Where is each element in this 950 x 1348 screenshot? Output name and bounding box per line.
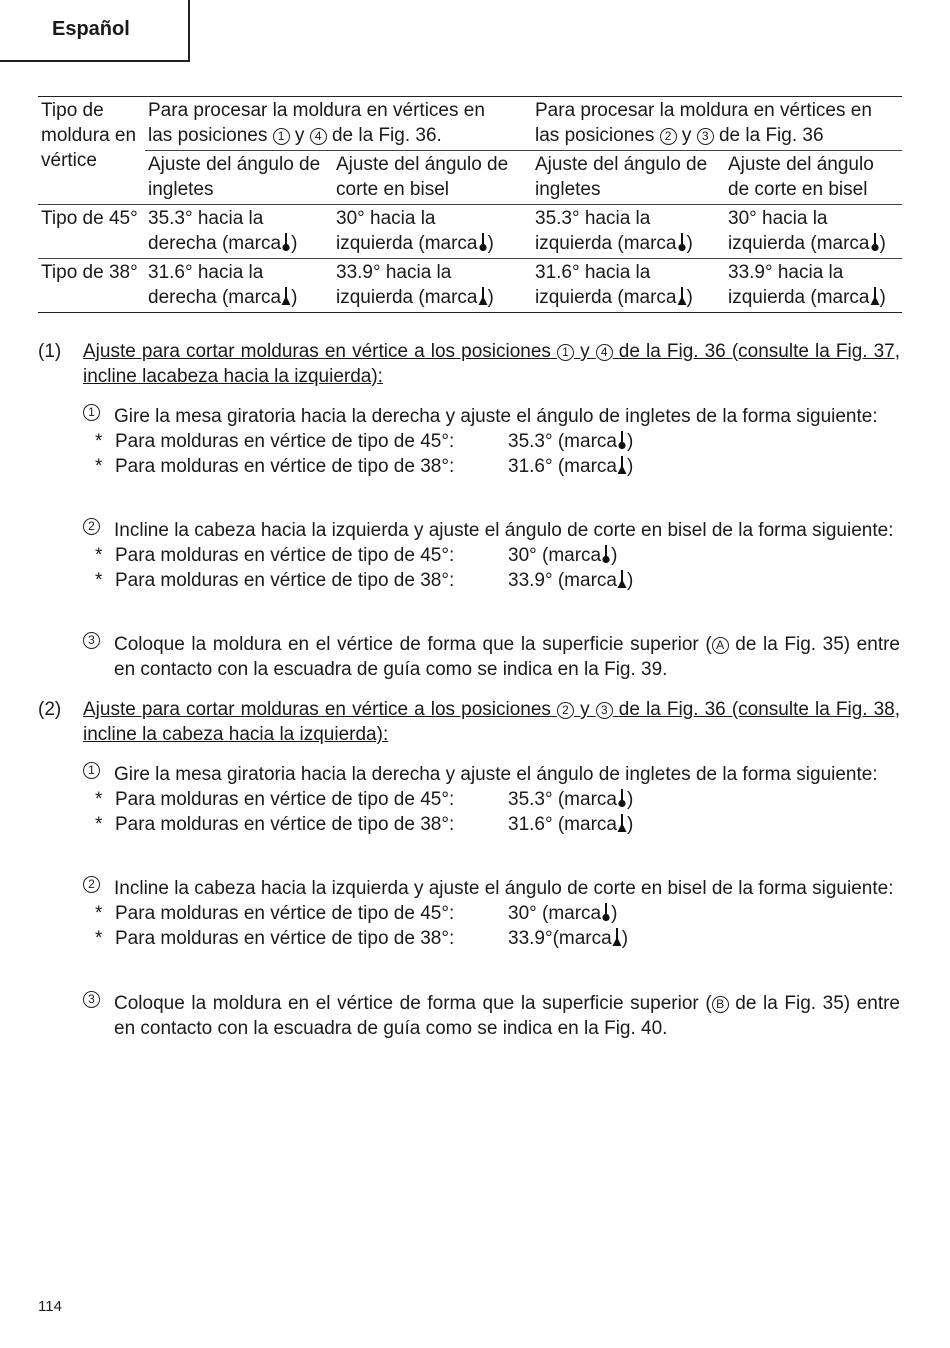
- section-2-heading: (2) Ajuste para cortar molduras en vértice a los posiciones 2 y 3 de la Fig. 36 (consulte la Fig. 38, incline la cabeza hacia la izquierda):: [38, 699, 901, 745]
- table-cell: 31.6° hacia la derecha (marca ): [145, 259, 333, 313]
- mark-45-icon: [478, 232, 488, 252]
- circled-1-icon: 1: [83, 762, 100, 779]
- circled-2-icon: 2: [83, 518, 100, 535]
- mark-45-icon: [870, 232, 880, 252]
- table-cell: 33.9° hacia la izquierda (marca ): [725, 259, 902, 313]
- circled-1-icon: 1: [273, 128, 290, 145]
- subheader-bevel-1: Ajuste del ángulo de corte en bisel: [333, 151, 532, 205]
- mark-38-icon: [677, 286, 687, 306]
- table-cell: 33.9° hacia la izquierda (marca ): [333, 259, 532, 313]
- list-item: * Para molduras en vértice de tipo de 38°: 33.9°(marca ): [95, 928, 629, 949]
- list-item: * Para molduras en vértice de tipo de 38°: 31.6° (marca ): [95, 814, 634, 835]
- subheader-bevel-2: Ajuste del ángulo de corte en bisel: [725, 151, 902, 205]
- list-item: * Para molduras en vértice de tipo de 45°: 30° (marca ): [95, 545, 618, 566]
- mark-38-icon: [617, 813, 627, 833]
- table-cell: 31.6° hacia la izquierda (marca ): [532, 259, 725, 313]
- mark-45-icon: [617, 788, 627, 808]
- mark-38-icon: [281, 286, 291, 306]
- table-cell: 35.3° hacia la izquierda (marca ): [532, 205, 725, 259]
- circled-3-icon: 3: [83, 632, 100, 649]
- circled-3-icon: 3: [596, 702, 613, 719]
- circled-3-icon: 3: [83, 991, 100, 1008]
- circled-b-icon: B: [712, 996, 729, 1013]
- table-row: [38, 205, 902, 259]
- table-cell: 30° hacia la izquierda (marca ): [725, 205, 902, 259]
- list-item: * Para molduras en vértice de tipo de 38°: 33.9° (marca ): [95, 570, 634, 591]
- language-label: Español: [52, 18, 130, 40]
- mark-45-icon: [281, 232, 291, 252]
- circled-2-icon: 2: [557, 702, 574, 719]
- circled-4-icon: 4: [310, 128, 327, 145]
- circled-2-icon: 2: [83, 876, 100, 893]
- section-2-step-1: 1 Gire la mesa giratoria hacia la derecha y ajuste el ángulo de ingletes de la forma siguiente: * Para molduras en vértice de tipo de 45°: 35.3° (marca ) * Para molduras en vértice de tipo de 38°: 31.6° (marca ): [83, 762, 900, 837]
- mark-38-icon: [612, 927, 622, 947]
- circled-2-icon: 2: [660, 128, 677, 145]
- subheader-miter-2: Ajuste del ángulo de ingletes: [532, 151, 725, 205]
- table-cell: 30° hacia la izquierda (marca ): [333, 205, 532, 259]
- mark-45-icon: [617, 430, 627, 450]
- group-header-1: Para procesar la moldura en vértices en las posiciones 1 y 4 de la Fig. 36.: [145, 97, 532, 151]
- section-2-step-2: 2 Incline la cabeza hacia la izquierda y ajuste el ángulo de corte en bisel de la forma siguiente: * Para molduras en vértice de tipo de 45°: 30° (marca ) * Para molduras en vértice de tipo de 38°: 33.9°(marca ): [83, 876, 900, 951]
- mark-38-icon: [617, 569, 627, 589]
- mark-38-icon: [870, 286, 880, 306]
- row-type: Tipo de 45°: [38, 205, 145, 259]
- page-number: 114: [38, 1298, 62, 1315]
- mark-45-icon: [601, 544, 611, 564]
- language-tab: [0, 0, 190, 62]
- section-1-step-3: 3 Coloque la moldura en el vértice de forma que la superficie superior ( A de la Fig. 35) entre en contacto con la escuadra de guía como se indica en la Fig. 39.: [83, 632, 900, 682]
- list-item: * Para molduras en vértice de tipo de 45°: 30° (marca ): [95, 903, 618, 924]
- list-item: * Para molduras en vértice de tipo de 38°: 31.6° (marca ): [95, 456, 634, 477]
- group-header-2: Para procesar la moldura en vértices en las posiciones 2 y 3 de la Fig. 36: [532, 97, 902, 151]
- col-header-type: Tipo de moldura en vértice: [38, 97, 145, 205]
- mark-45-icon: [601, 902, 611, 922]
- list-item: * Para molduras en vértice de tipo de 45°: 35.3° (marca ): [95, 431, 634, 452]
- row-type: Tipo de 38°: [38, 259, 145, 313]
- mark-45-icon: [677, 232, 687, 252]
- table-cell: 35.3° hacia la derecha (marca ): [145, 205, 333, 259]
- molding-table: [38, 96, 902, 313]
- section-1-step-1: 1 Gire la mesa giratoria hacia la derecha y ajuste el ángulo de ingletes de la forma siguiente: * Para molduras en vértice de tipo de 45°: 35.3° (marca ) * Para molduras en vértice de tipo de 38°: 31.6° (marca ): [83, 404, 900, 479]
- table-row: [38, 259, 902, 313]
- mark-38-icon: [617, 455, 627, 475]
- circled-4-icon: 4: [596, 344, 613, 361]
- list-item: * Para molduras en vértice de tipo de 45°: 35.3° (marca ): [95, 789, 634, 810]
- mark-38-icon: [478, 286, 488, 306]
- circled-1-icon: 1: [557, 344, 574, 361]
- circled-1-icon: 1: [83, 404, 100, 421]
- section-1-step-2: 2 Incline la cabeza hacia la izquierda y ajuste el ángulo de corte en bisel de la forma siguiente: * Para molduras en vértice de tipo de 45°: 30° (marca ) * Para molduras en vértice de tipo de 38°: 33.9° (marca ): [83, 518, 900, 593]
- subheader-miter-1: Ajuste del ángulo de ingletes: [145, 151, 333, 205]
- section-2-step-3: 3 Coloque la moldura en el vértice de forma que la superficie superior ( B de la Fig. 35) entre en contacto con la escuadra de guía como se indica en la Fig. 40.: [83, 991, 900, 1041]
- section-1-heading: (1) Ajuste para cortar molduras en vértice a los posiciones 1 y 4 de la Fig. 36 (consulte la Fig. 37, incline lacabeza hacia la izquierda):: [38, 341, 901, 387]
- circled-a-icon: A: [712, 637, 729, 654]
- circled-3-icon: 3: [697, 128, 714, 145]
